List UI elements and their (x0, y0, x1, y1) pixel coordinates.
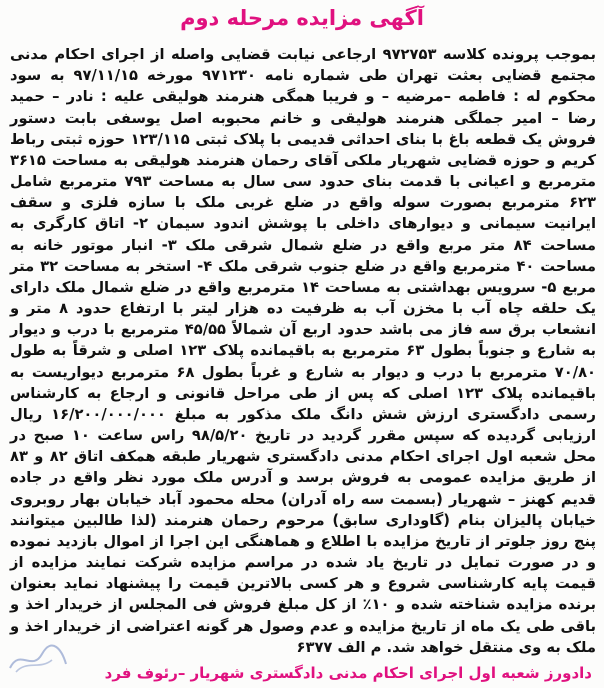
notice-signature: دادورز شعبه اول اجرای احکام مدنی دادگستری شهریار –رئوف فرد (104, 664, 592, 682)
notice-title: آگهی مزایده مرحله دوم (180, 6, 424, 30)
notice-body: بموجب پرونده کلاسه ۹۷۲۷۵۳ ارجاعی نیابت قضایی واصله از اجرای احکام مدنی مجتمع قضایی بعثت تهران طی شماره نامه ۹۷۱۲۳۰ مورخه ۹۷/۱۱/۱۵ به سود محکوم له : فاطمه –مرضیه – و فریبا همگی هنرمند هولیقی علیه : نادر – حمید رضا – امیر جملگی هنرمند هولیقی و خانم محبوبه اصل یوسفی بابت دستور فروش یک قطعه باغ با بنای احداثی قدیمی با پلاک ثبتی ۱۲۳/۱۱۵ حوزه ثبتی رباط کریم و حوزه قضایی شهریار ملکی آقای رحمان هنرمند هولیقی به مساحت ۳۶۱۵ مترمربع و اعیانی با قدمت بنای حدود سی سال به مساحت ۷۹۳ مترمربع شامل ۶۲۳ مترمربع بصورت سوله واقع در ضلع غربی ملک با سازه فلزی و سقف ایرانیت سیمانی و دیوارهای داخلی با پوشش اندود سیمان ۲- اتاق کارگری به مساحت ۸۴ متر مربع واقع در ضلع شمال شرقی ملک ۳- انبار موتور خانه به مساحت ۴۰ مترمربع واقع در ضلع جنوب شرقی ملک ۴- استخر به مساحت ۳۲ متر مربع ۵- سرویس بهداشتی به مساحت ۱۴ مترمربع واقع در ضلع شمال ملک دارای یک حلقه چاه آب با مخزن آب به ظرفیت ده هزار لیتر با ارتفاع حدود ۸ متر و انشعاب برق سه فاز می باشد حدود اربع آن شمالاً ۴۵/۵۵ مترمربع با درب و دیوار به شارع و جنوباً بطول ۶۳ مترمربع به باقیمانده پلاک ۱۲۳ اصلی و شرقاً به طول ۷۰/۸۰ مترمربع با درب و دیوار به شارع و غرباً بطول ۶۸ مترمربع دیواریست به باقیمانده پلاک ۱۲۳ اصلی که پس از طی مراحل قانونی و ارجاع به کارشناس رسمی دادگستری ارزش شش دانگ ملک مذکور به مبلغ ۱۶/۲۰۰/۰۰۰/۰۰۰ ریال ارزیابی گردیده که سپس مقرر گردید در تاریخ ۹۸/۵/۲۰ راس ساعت ۱۰ صبح در محل شعبه اول اجرای احکام مدنی دادگستری شهریار طبقه همکف اتاق ۸۲ و ۸۳ از طریق مزایده عمومی به فروش برسد و آدرس ملک مورد نظر واقع در جاده قدیم کهنز – شهریار (بسمت سه راه آدران) محله محمود آباد خیابان بهار روبروی خیابان پالیزان بنام (گاوداری سابق) مرحوم رحمان هنرمند (لذا طالبین میتوانند پنج روز جلوتر از تاریخ مزایده با اطلاع و هماهنگی این اجرا از اموال بازدید نموده و در صورت تمایل در تاریخ یاد شده در مراسم مزایده شرکت نمایند مزایده از قیمت پایه کارشناسی شروع و هر کسی بالاترین قیمت را پیشنهاد نماید بعنوان برنده مزایده شناخته شده و ۱۰٪ از کل مبلغ فروش فی المجلس از خریدار اخذ و باقی طی یک ماه از تاریخ مزایده و عدم وصول هر گونه اعتراضی از خریدار اخذ و ملک به وی منتقل خواهد شد. م الف ۶۳۷۷ (10, 46, 597, 656)
